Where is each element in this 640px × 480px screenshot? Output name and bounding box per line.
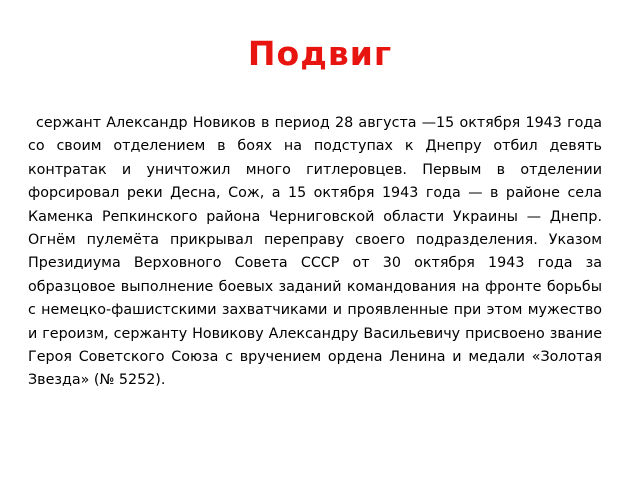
slide-paragraph: сержант Александр Новиков в период 28 августа —15 октября 1943 года со своим отделением в боях на подступах к Днепру отбил девять контратак и уничтожил много гитлеровцев. Первым в отделении форсировал реки Десна, Сож, а 15 октября 1943 года — в районе села Каменка Репкинского района Черниговской области Украины — Днепр. Огнём пулемёта прикрывал переправу своего подразделения. Указом Президиума Верховного Совета СССР от 30 октября 1943 года за образцовое выполнение боевых заданий командования на фронте борьбы с немецко-фашистскими захватчиками и проявленные при этом мужество и героизм, сержанту Новикову Александру Васильевичу присвоено звание Героя Советского Союза с вручением ордена Ленина и медали «Золотая Звезда» (№ 5252). [28,115,602,389]
slide-title: Подвиг [247,34,393,73]
